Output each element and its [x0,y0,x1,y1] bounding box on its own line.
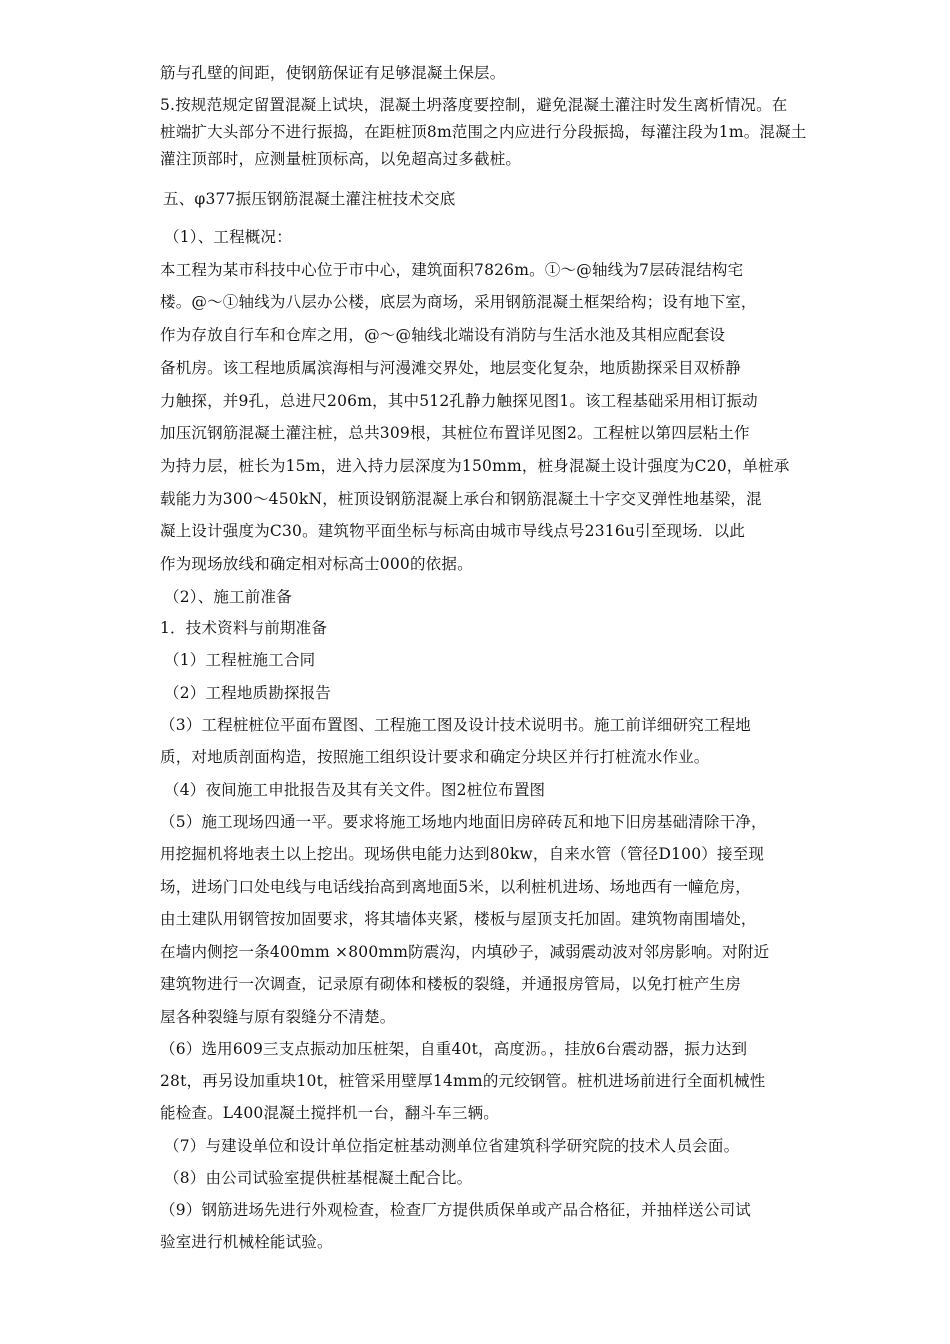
list-item: （4）夜间施工申批报告及其有关文件。图2桩位布置图 [164,781,546,799]
text-line: 由土建队用钢管按加固要求，将其墙体夹紧，楼板与屋顶支托加固。建筑物南围墙处， [160,910,757,928]
list-item: （1）工程桩施工合同 [164,651,316,669]
text-line: 质，对地质剖面构造，按照施工组织设计要求和确定分块区并行打桩流水作业。 [160,748,710,766]
list-item: （9）钢筋进场先进行外观检查，检查厂方提供质保单或产品合格征，并抽样送公司试 [160,1201,751,1219]
section-heading: 五、φ377振压钢筋混凝土灌注桩技术交底 [163,190,456,208]
text-line: 用挖掘机将地表土以上挖出。现场供电能力达到80kw，自来水管（管径D100）接至现 [160,845,765,863]
list-item: （6）选用609三支点振动加压桩架，自重40t，高度沥。，挂放6台震动器，振力达到 [160,1040,748,1058]
text-line: 凝上设计强度为C30。建筑物平面坐标与标高由城市导线点号2316u引至现场．以此 [160,522,746,540]
text-line: 载能力为300～450kN，桩顶设钢筋混凝上承台和钢筋混凝土十字交叉弹性地基梁，混 [160,490,762,508]
text-line: 力触探，并9孔，总进尺206m，其中512孔静力触探见图1。该工程基础采用相订振动 [160,392,758,410]
list-item: （7）与建设单位和设计单位指定桩基动测单位省建筑科学研究院的技术人员会面。 [164,1137,740,1155]
text-line: 备机房。该工程地质属滨海相与河漫滩交界处，地层变化复杂，地质勘探采目双桥静 [160,359,741,377]
text-line: 1．技术资料与前期准备 [160,619,328,637]
text-line: 能检查。L400混凝土搅拌机一台，翻斗车三辆。 [160,1104,499,1122]
text-line: 作为存放自行车和仓库之用，@～@轴线北端设有消防与生活水池及其相应配套设 [160,326,726,344]
list-item: （5）施工现场四通一平。要求将施工场地内地面旧房碎砖瓦和地下旧房基础清除干净， [160,813,767,831]
list-item: （3）工程桩桩位平面布置图、工程施工图及设计技术说明书。施工前详细研究工程地 [160,716,751,734]
text-line: 加压沉钢筋混凝土灌注桩，总共309根，其桩位布置详见图2。工程桩以第四层粘土作 [160,424,750,442]
subsection-heading: （2）、施工前准备 [164,588,292,606]
text-line: 在墙内侧挖一条400mm ×800mm防震沟，内填砂子，减弱震动波对邻房影响。对附近 [160,943,770,961]
text-line: 5.按规范规定留置混凝上试块，混凝土坍落度要控制，避免混凝土灌注时发生离析情况。在 [160,96,788,114]
text-line: 本工程为某市科技中心位于市中心，建筑面积7826m。①～@轴线为7层砖混结构宅 [160,261,744,279]
list-item: （2）工程地质勘探报告 [164,684,332,702]
text-line: 28t，再另设加重块10t，桩管采用壁厚14mm的元绞钢管。桩机进场前进行全面机械性 [160,1072,766,1090]
text-line: 作为现场放线和确定相对标高士000的依据。 [160,555,473,573]
text-line: 验室进行机械栓能试验。 [160,1233,333,1251]
text-line: 筋与孔壁的间距，使钢筋保证有足够混凝土保层。 [160,64,506,82]
text-line: 屋各种裂缝与原有裂缝分不清楚。 [160,1008,396,1026]
text-line: 建筑物进行一次调查，记录原有砌体和楼板的裂缝，并通报房管局，以免打桩产生房 [160,975,741,993]
text-line: 楼。@～①轴线为八层办公楼，底层为商场，采用钢筋混凝土框架给构；设有地下室， [160,293,757,311]
text-line: 灌注顶部时，应测量桩顶标高，以免超高过多截桩。 [160,150,522,168]
text-line: 场，进场门口处电线与电话线抬高到离地面5米，以利桩机进场、场地西有一幢危房， [160,878,751,896]
text-line: 桩端扩大头部分不进行振捣，在距桩顶8m范围之内应进行分段振捣，每灌注段为1m。混凝土 [160,123,807,141]
subsection-heading: （1）、工程概况： [164,228,292,246]
list-item: （8）由公司试验室提供桩基棍凝土配合比。 [164,1169,473,1187]
text-line: 为持力层，桩长为15m，进入持力层深度为150mm，桩身混凝土设计强度为C20，单桩承 [160,457,790,475]
